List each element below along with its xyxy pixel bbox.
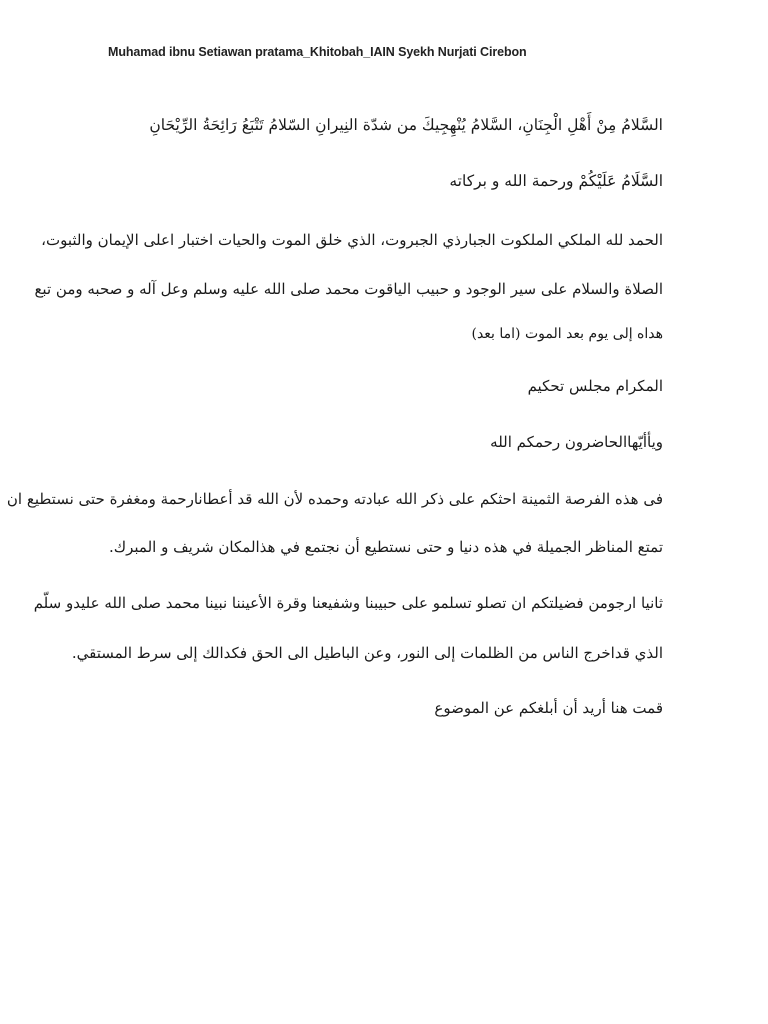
paragraph-2-line-1: ثانيا ارجومن فضيلتكم ان تصلو تسلمو على حبيبنا وشفيعنا وقرة الأعيننا نبينا محمد صلى الله عليدو سلّم: [33, 594, 663, 612]
shalawat-line-1: الصلاة والسلام على سير الوجود و حبيب الياقوت محمد صلى الله عليه وسلم وعل آله و صحبه ومن تبع: [34, 280, 663, 298]
greeting-line-1: السَّلامُ مِنْ أَهْلِ الْجِنَانِ، السَّلامُ يُنْهِجِيكَ من شدّة النِيرانِ السّلامُ تَتْبَعُ رَائِحَةُ الرِّيْحَانِ: [149, 116, 663, 134]
paragraph-2-line-2: الذي قداخرج الناس من الظلمات إلى النور، وعن الباطيل الى الحق فكدالك إلى سرط المستقي.: [71, 644, 663, 662]
salam-line: السَّلَامُ عَلَيْكُمْ ورحمة الله و بركاته: [449, 172, 663, 190]
paragraph-1-line-1: فى هذه الفرصة الثمينة احثكم على ذكر الله عبادته وحمده لأن الله قد أعطانارحمة ومغفرة حتى نستطيع ان: [6, 490, 663, 508]
paragraph-1-line-2: تمتع المناظر الجميلة في هذه دنيا و حتى نستطيع أن نجتمع في هذالمكان شريف و المبرك.: [108, 538, 663, 556]
document-header: Muhamad ibnu Setiawan pratama_Khitobah_IAIN Syekh Nurjati Cirebon: [108, 45, 527, 59]
shalawat-line-2: هداه إلى يوم بعد الموت (اما بعد): [471, 326, 663, 342]
topic-line: قمت هنا أريد أن أبلغكم عن الموضوع: [434, 699, 663, 717]
address-line-2: ويأأيّهاالحاضرون رحمكم الله: [490, 433, 663, 451]
hamdalah-line-1: الحمد لله الملكي الملكوت الجبارذي الجبروت، الذي خلق الموت والحيات اختبار اعلى الإيمان والثبوت،: [41, 231, 663, 249]
address-line-1: المكرام مجلس تحكيم: [527, 377, 663, 395]
